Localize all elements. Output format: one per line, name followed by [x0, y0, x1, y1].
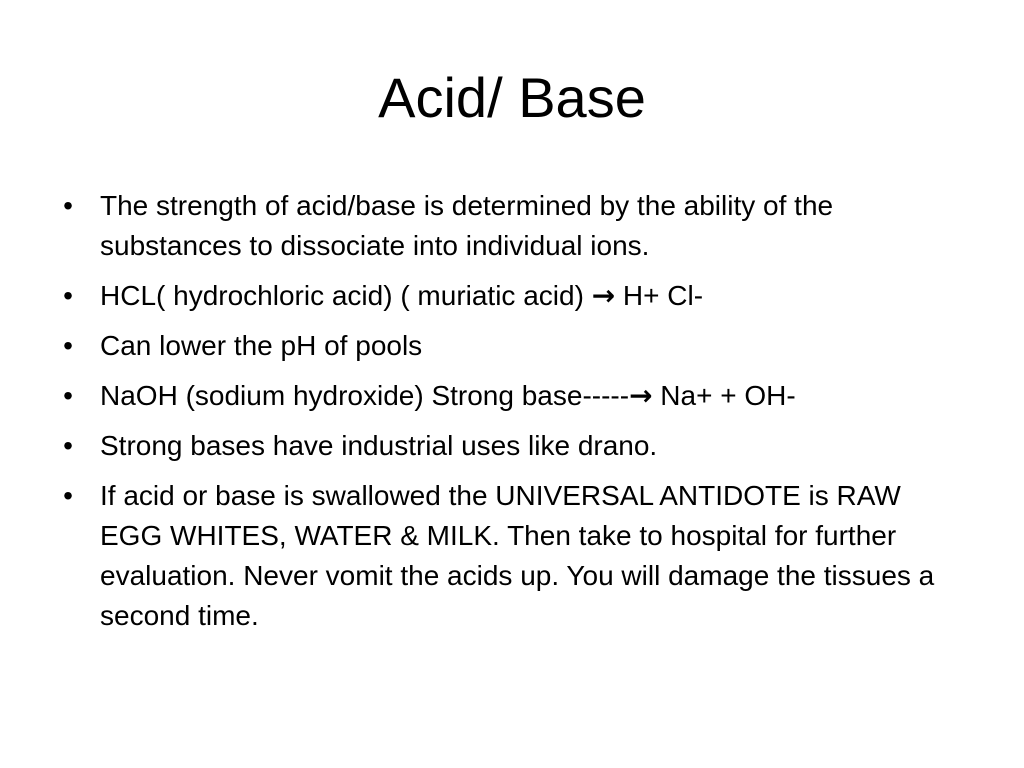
bullet-icon: • [63, 190, 73, 221]
bullet-item [58, 376, 968, 416]
bullet-item [58, 476, 968, 636]
bullet-icon: • [63, 430, 73, 461]
bullet-text: HCL( hydrochloric acid) ( muriatic acid) [100, 280, 592, 311]
bullet-item [58, 426, 968, 466]
bullet-list [58, 186, 968, 646]
bullet-icon: • [63, 330, 73, 361]
bullet-icon: • [63, 480, 73, 511]
bullet-text: NaOH (sodium hydroxide) Strong base----- [100, 380, 630, 411]
slide-title: Acid/ Base [378, 66, 646, 129]
bullet-icon: • [63, 280, 73, 311]
bullet-text: The strength of acid/base is determined by the ability of the substances to dissociate into individual ions. [100, 190, 834, 261]
right-arrow-icon: → [591, 279, 616, 312]
bullet-text: Na+ + OH- [652, 380, 796, 411]
bullet-item [58, 326, 968, 366]
bullet-text: If acid or base is swallowed the UNIVERSAL ANTIDOTE is RAW EGG WHITES, WATER & MILK. Then take to hospital for further evaluation. Never vomit the acids up. You will damage the tissues a second time. [100, 480, 935, 631]
bullet-text: Strong bases have industrial uses like drano. [100, 430, 658, 461]
right-arrow-icon: → [629, 379, 653, 412]
bullet-text: H+ Cl- [615, 280, 704, 311]
bullet-icon: • [63, 380, 73, 411]
bullet-item [58, 276, 968, 316]
bullet-text: Can lower the pH of pools [100, 330, 423, 361]
bullet-item [58, 186, 968, 266]
